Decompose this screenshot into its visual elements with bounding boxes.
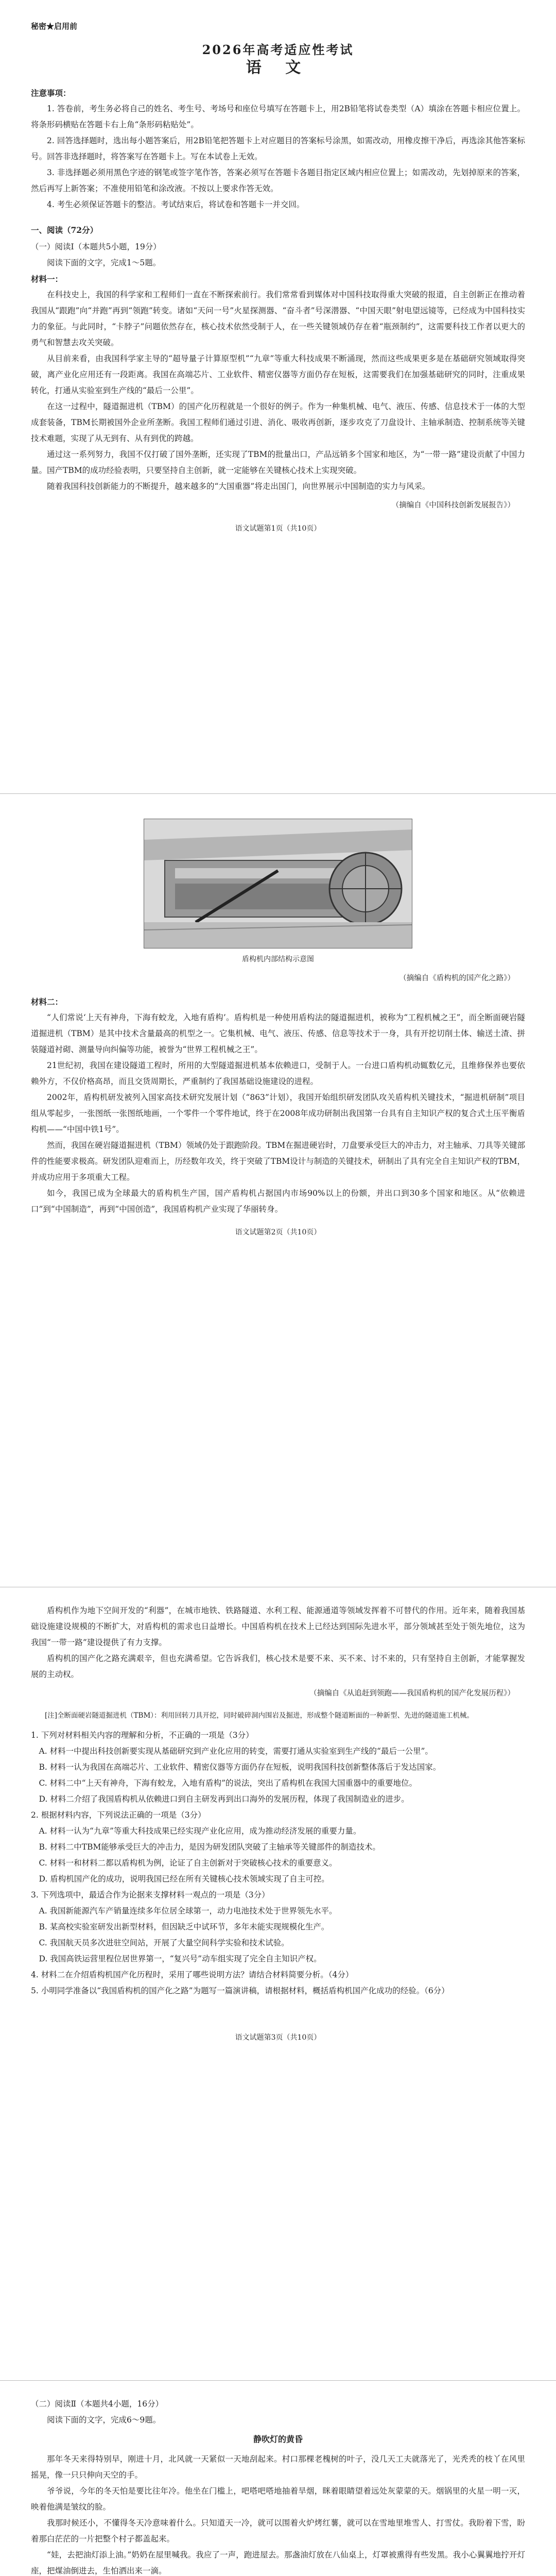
option-a: A. 我国新能源汽车产销量连续多年位居全球第一，动力电池技术处于世界领先水平。 (39, 1906, 337, 1916)
option-d: D. 我国高铁运营里程位居世界第一，“复兴号”动车组实现了完全自主知识产权。 (39, 1954, 322, 1963)
tbm-figure (144, 819, 412, 948)
question-stem: 5. 小明同学准备以“我国盾构机的国产化之路”为题写一篇演讲稿，请根据材料，概括盾构机国产化成功的经验。（6分） (31, 1986, 449, 1995)
paragraph: 那年冬天来得特别早，刚进十月，北风就一天紧似一天地刮起来。村口那棵老槐树的叶子，没几天工夫就落光了，光秃秃的枝丫在风里摇晃，像一只只伸向天空的手。 (31, 2454, 525, 2480)
option-b: B. 某高校实验室研发出新型材料，但因缺乏中试环节，多年未能实现规模化生产。 (39, 1922, 329, 1931)
paragraph: 盾构机作为地下空间开发的“利器”，在城市地铁、铁路隧道、水利工程、能源通道等领域发挥着不可替代的作用。近年来，随着我国基础设施建设规模的不断扩大，对盾构机的需求也日益增长。中国盾构机在技术上已经达到国际先进水平，部分领域甚至处于领先地位，这为我国“一带一路”建设提供了有力支撑。 (31, 1606, 525, 1647)
instruction: 阅读下面的文字，完成6～9题。 (47, 2415, 161, 2425)
page-2-content (0, 794, 556, 1241)
option-b: B. 材料一认为我国在高端芯片、工业软件、精密仪器等方面仍存在短板，说明我国科技创新整体落后于发达国家。 (39, 1762, 441, 1772)
page-footer: 语文试题第3页（共10页） (235, 2033, 321, 2042)
option-c: C. 材料一和材料二都以盾构机为例，论证了自主创新对于突破核心技术的重要意义。 (39, 1858, 337, 1868)
note-item: 4. 考生必须保证答题卡的整洁。考试结束后，将试卷和答题卡一并交回。 (47, 200, 305, 209)
option-b: B. 材料二中TBM能够承受巨大的冲击力，是因为研发团队突破了主轴承等关键部件的制造技术。 (39, 1842, 380, 1852)
figure-caption: 盾构机内部结构示意图 (242, 955, 314, 963)
question-3 (31, 1887, 525, 1967)
page-2 (0, 793, 556, 1587)
footnote: [注]全断面硬岩隧道掘进机（TBM）：利用回转刀具开挖，同时破碎洞内围岩及掘进，形成整个隧道断面的一种新型、先进的隧道施工机械。 (45, 1711, 474, 1720)
tbm-diagram (144, 819, 412, 948)
page-3 (0, 1587, 556, 2380)
subsection-head: （二）阅读Ⅱ（本题共4小题，16分） (31, 2399, 164, 2409)
source-note: （摘编自《从追赶到领跑——我国盾构机的国产化发展历程》） (309, 1689, 515, 1698)
page-4 (0, 2380, 556, 2576)
page-3-content (0, 1587, 556, 2046)
paragraph: “娃，去把油灯添上油。”奶奶在屋里喊我。我应了一声，跑进屋去。那盏油灯放在八仙桌上，灯罩被熏得有些发黑。我小心翼翼地拧开灯座，把煤油倒进去，生怕洒出来一滴。 (31, 2550, 525, 2575)
question-5 (31, 1983, 525, 1999)
source-note: （摘编自《中国科技创新发展报告》） (391, 501, 515, 510)
paragraph: 21世纪初，我国在建设隧道工程时，所用的大型隧道掘进机基本依赖进口，受制于人。一台进口盾构机动辄数亿元，且维修保养也要依赖外方，不仅价格高昂，而且交货周期长，严重制约了我国基础设施建设的进程。 (31, 1061, 525, 1086)
paragraph: 我那时候还小，不懂得冬天冷意味着什么。只知道天一冷，就可以围着火炉烤红薯，就可以在雪地里堆雪人、打雪仗。我盼着下雪，盼着那白茫茫的一片把整个村子都盖起来。 (31, 2518, 525, 2544)
page-footer: 语文试题第2页（共10页） (235, 1228, 321, 1236)
question-1 (31, 1727, 525, 1807)
page-footer: 语文试题第1页（共10页） (235, 524, 321, 533)
section-head: 一、阅读（72分） (31, 225, 98, 235)
page-1-content (0, 0, 556, 537)
figure-source: （摘编自《盾构机的国产化之路》） (399, 974, 515, 982)
paragraph: 从目前来看，由我国科学家主导的“超导量子计算原型机”“九章”等重大科技成果不断涌现，然而这些成果更多是在基础研究领域取得突破，离产业化应用还有一段距离。我国在高端芯片、工业软件、精密仪器等方面仍存在短板，这需要我们在加强基础研究的同时，注重成果转化，打通从实验室到生产线的“最后一公里”。 (31, 354, 525, 395)
material-head: 材料二： (31, 997, 63, 1007)
story-title: 静吹灯的黄昏 (253, 2434, 303, 2444)
paragraph: 通过这一系列努力，我国不仅打破了国外垄断，还实现了TBM的批量出口，产品远销多个国家和地区，为“一带一路”建设贡献了中国力量。国产TBM的成功经验表明，只要坚持自主创新，就一定能够在关键核心技术上实现突破。 (31, 450, 525, 475)
paragraph: 盾构机的国产化之路充满艰辛，但也充满希望。它告诉我们，核心技术是要不来、买不来、讨不来的，只有坚持自主创新，才能掌握发展的主动权。 (31, 1654, 525, 1679)
question-2 (31, 1807, 525, 1887)
question-stem: 1. 下列对材料相关内容的理解和分析，不正确的一项是（3分） (31, 1731, 254, 1740)
question-stem: 3. 下列选项中，最适合作为论据来支撑材料一观点的一项是（3分） (31, 1890, 270, 1900)
instruction: 阅读下面的文字，完成1～5题。 (47, 258, 161, 267)
paragraph: 2002年，盾构机研发被列入国家高技术研究发展计划（“863”计划），我国开始组织研发团队攻关盾构机关键技术，“掘进机研制”项目组从零起步，一张图纸一张图纸地画，一个零件一个零件地试，终于在2008年成功研制出我国第一台具有自主知识产权的复合式土压平衡盾构机——“中国中铁1号”。 (31, 1093, 525, 1134)
option-a: A. 材料一中提出科技创新要实现从基础研究到产业化应用的转变，需要打通从实验室到生产线的“最后一公里”。 (39, 1747, 433, 1756)
paragraph: “人们常说‘上天有神舟，下海有蛟龙，入地有盾构’。盾构机是一种使用盾构法的隧道掘进机，被称为“工程机械之王”，而全断面硬岩隧道掘进机（TBM）是其中技术含量最高的机型之一。它集机械、电气、液压、传感、信息等技术于一身，具有开挖切削土体、输送土渣、拼装隧道衬砌、测量导向纠偏等功能，被誉为“世界工程机械之王”。 (31, 1013, 525, 1054)
paragraph: 如今，我国已成为全球最大的盾构机生产国，国产盾构机占据国内市场90%以上的份额，并出口到30多个国家和地区。从“依赖进口”到“中国制造”，再到“中国创造”，我国盾构机产业实现了华丽转身。 (31, 1189, 525, 1214)
paragraph: 爷爷说，今年的冬天怕是要比往年冷。他坐在门槛上，吧嗒吧嗒地抽着旱烟，眯着眼睛望着远处灰蒙蒙的天。烟锅里的火星一明一灭，映着他满是皱纹的脸。 (31, 2486, 525, 2512)
paragraph: 在这一过程中，隧道掘进机（TBM）的国产化历程就是一个很好的例子。作为一种集机械、电气、液压、传感、信息技术于一体的大型成套装备，TBM长期被国外企业所垄断。我国工程师们通过引进、消化、吸收再创新，逐步攻克了刀盘设计、主轴承制造、控制系统等关键技术难题，实现了从无到有、从有到优的跨越。 (31, 402, 525, 443)
question-4 (31, 1967, 525, 1983)
exam-title: 2026年高考适应性考试 (202, 42, 354, 57)
paragraph: 随着我国科技创新能力的不断提升，越来越多的“大国重器”将走出国门，向世界展示中国制造的实力与风采。 (47, 482, 430, 491)
subject-title: 语 文 (246, 59, 310, 77)
question-stem: 4. 材料二在介绍盾构机国产化历程时，采用了哪些说明方法？请结合材料简要分析。（4分） (31, 1970, 354, 1979)
paragraph: 然而，我国在硬岩隧道掘进机（TBM）领域仍处于跟跑阶段。TBM在掘进硬岩时，刀盘要承受巨大的冲击力，对主轴承、刀具等关键部件的性能要求极高。研发团队迎难而上，历经数年攻关，终于突破了TBM设计与制造的关键技术，研制出了具有完全自主知识产权的TBM，并成功应用于多项重大工程。 (31, 1141, 525, 1182)
page-4-content (0, 2381, 556, 2576)
notes-title: 注意事项： (31, 88, 71, 98)
subsection-head: （一）阅读Ⅰ（本题共5小题，19分） (31, 242, 161, 251)
secret-label: 秘密★启用前 (31, 22, 78, 31)
note-item: 1. 答卷前，考生务必将自己的姓名、考生号、考场号和座位号填写在答题卡上，用2B铅笔将试卷类型（A）填涂在答题卡相应位置上。将条形码横贴在答题卡右上角“条形码粘贴处”。 (31, 104, 525, 129)
question-stem: 2. 根据材料内容，下列说法正确的一项是（3分） (31, 1810, 206, 1820)
option-d: D. 盾构机国产化的成功，说明我国已经在所有关键核心技术领域实现了自主可控。 (39, 1874, 329, 1884)
option-c: C. 我国航天员多次进驻空间站，开展了大量空间科学实验和技术试验。 (39, 1938, 289, 1947)
option-c: C. 材料二中“上天有神舟，下海有蛟龙，入地有盾构”的说法，突出了盾构机在我国大国重器中的重要地位。 (39, 1778, 418, 1788)
option-d: D. 材料二介绍了我国盾构机从依赖进口到自主研发再到出口海外的发展历程，体现了我国制造业的进步。 (39, 1794, 409, 1804)
material-head: 材料一： (31, 274, 63, 284)
note-item: 2. 回答选择题时，选出每小题答案后，用2B铅笔把答题卡上对应题目的答案标号涂黑，如需改动，用橡皮擦干净后，再选涂其他答案标号。回答非选择题时，将答案写在答题卡上。写在本试卷上无效。 (31, 136, 525, 161)
note-item: 3. 非选择题必须用黑色字迹的钢笔或签字笔作答，答案必须写在答题卡各题目指定区域内相应位置上；如需改动，先划掉原来的答案，然后再写上新答案；不准使用铅笔和涂改液。不按以上要求作答无效。 (31, 168, 525, 193)
option-a: A. 材料一认为“九章”等重大科技成果已经实现产业化应用，成为推动经济发展的重要力量。 (39, 1826, 361, 1836)
page-1 (0, 0, 556, 793)
paragraph: 在科技史上，我国的科学家和工程师们一直在不断探索前行。我们常常看到媒体对中国科技取得重大突破的报道，自主创新正在推动着我国从“跟跑”向“并跑”再到“领跑”转变。诸如“天问一号”火星探测器、“奋斗者”号深潜器、“中国天眼”射电望远镜等，已经成为中国科技实力的象征。与此同时，“卡脖子”问题依然存在，核心技术依然受制于人，在一些关键领域仍存在着“瓶颈制约”，这需要科技工作者以更大的勇气和智慧去攻关突破。 (31, 290, 525, 347)
